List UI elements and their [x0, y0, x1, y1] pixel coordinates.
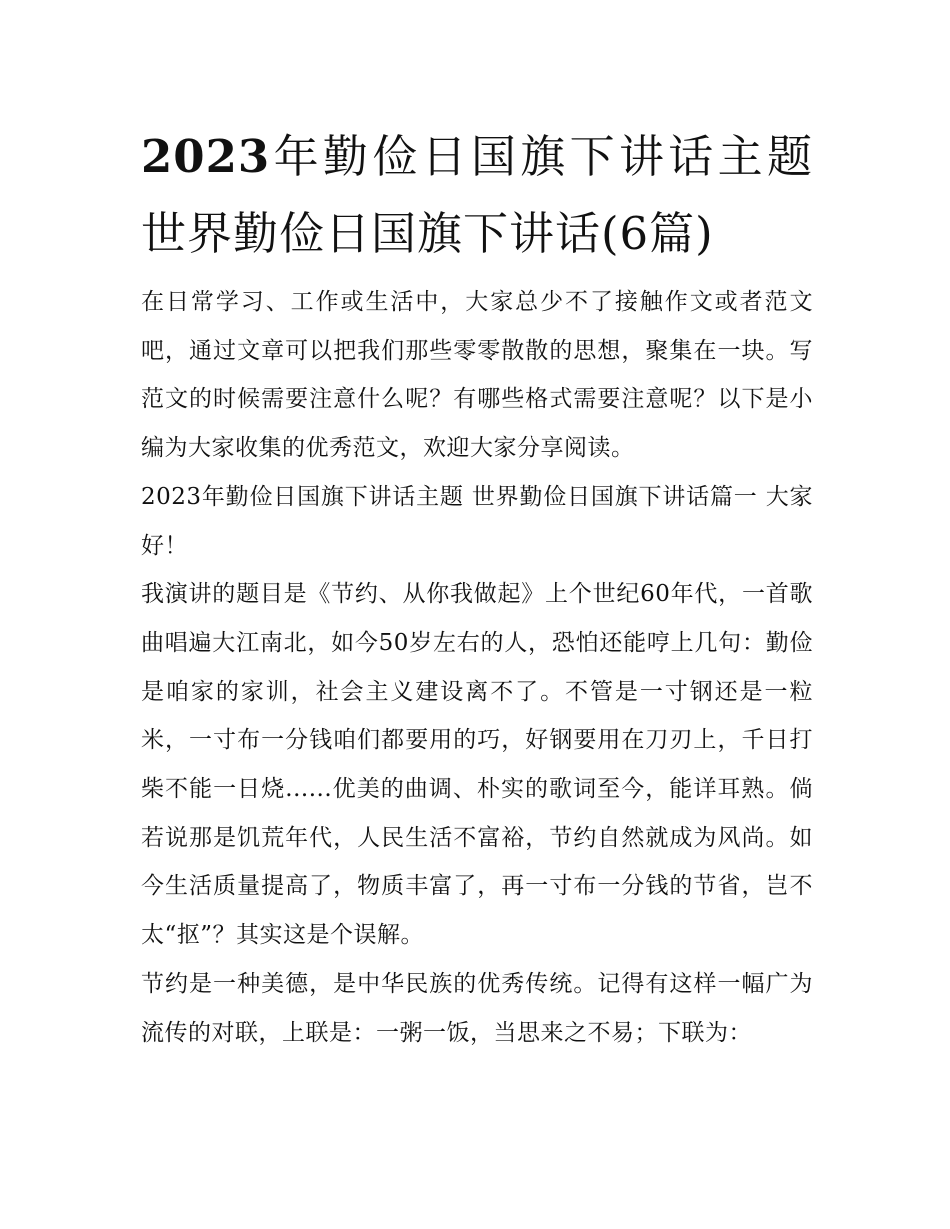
document-content [141, 118, 813, 1057]
paragraph-intro: 在日常学习、工作或生活中，大家总少不了接触作文或者范文吧，通过文章可以把我们那些零零散散的思想，聚集在一块。写范文的时候需要注意什么呢？有哪些格式需要注意呢？以下是小编为大家收集的优秀范文，欢迎大家分享阅读。 [141, 289, 813, 462]
paragraph-speech-heading: 2023年勤俭日国旗下讲话主题 世界勤俭日国旗下讲话篇一 大家好！ [141, 483, 813, 559]
paragraph-virtue: 节约是一种美德，是中华民族的优秀传统。记得有这样一幅广为流传的对联，上联是：一粥一饭，当思来之不易；下联为： [141, 970, 813, 1046]
document-title [141, 118, 813, 272]
paragraph-speech-body: 我演讲的题目是《节约、从你我做起》上个世纪60年代，一首歌曲唱遍大江南北，如今50岁左右的人，恐怕还能哼上几句：勤俭是咱家的家训，社会主义建设离不了。不管是一寸钢还是一粒米，一寸布一分钱咱们都要用的巧，好钢要用在刀刃上，千日打柴不能一日烧......优美的曲调、朴实的歌词至今，能详耳熟。倘若说那是饥荒年代，人民生活不富裕，节约自然就成为风尚。如今生活质量提高了，物质丰富了，再一寸布一分钱的节省，岂不太“抠”？其实这是个误解。 [141, 581, 813, 949]
document-title-text: 年勤俭日国旗下讲话主题世界勤俭日国旗下讲话(6篇) [141, 130, 813, 260]
document-body [141, 278, 813, 1057]
document-title-year: 2023 [141, 130, 271, 183]
